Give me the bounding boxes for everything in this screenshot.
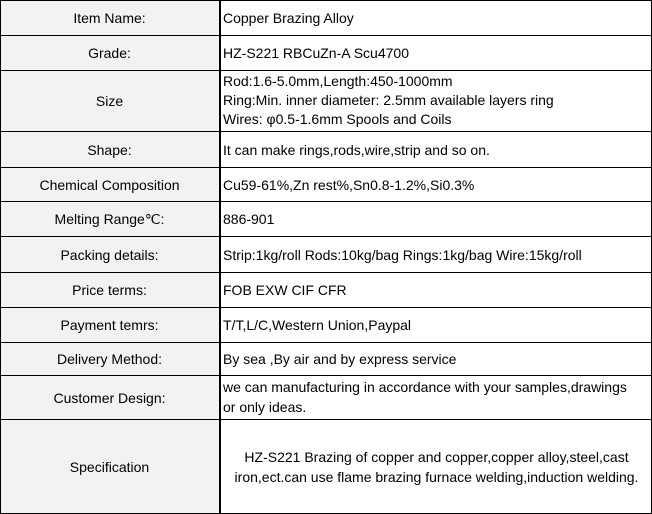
specification-line-1: HZ-S221 Brazing of copper and copper,copper alloy,steel,cast bbox=[244, 448, 629, 465]
item-name-label: Item Name: bbox=[0, 0, 221, 35]
size-line-wires: Wires: φ0.5-1.6mm Spools and Coils bbox=[223, 111, 452, 127]
grade-label: Grade: bbox=[0, 36, 221, 70]
payment-terms-value: T/T,L/C,Western Union,Paypal bbox=[223, 317, 412, 333]
customer-design-line-1: we can manufacturing in accordance with your samples,drawings bbox=[223, 379, 627, 395]
specification-line-2: iron,ect.can use flame brazing furnace welding,induction welding. bbox=[234, 468, 639, 485]
delivery-method-value: By sea ,By air and by express service bbox=[223, 351, 457, 367]
price-terms-value: FOB EXW CIF CFR bbox=[223, 282, 347, 298]
chemical-composition-label: Chemical Composition bbox=[0, 168, 221, 201]
row-grade bbox=[0, 36, 652, 71]
row-packing-details bbox=[0, 237, 652, 273]
chemical-composition-value: Cu59-61%,Zn rest%,Sn0.8-1.2%,Si0.3% bbox=[223, 176, 475, 193]
price-terms-label: Price terms: bbox=[0, 273, 221, 307]
row-price-terms bbox=[0, 273, 652, 308]
payment-terms-label: Payment temrs: bbox=[0, 308, 221, 342]
specification-label: Specification bbox=[0, 420, 221, 513]
row-payment-terms bbox=[0, 308, 652, 343]
melting-range-value: 886-901 bbox=[223, 211, 275, 227]
shape-value: It can make rings,rods,wire,strip and so on. bbox=[223, 141, 490, 158]
customer-design-line-2: or only ideas. bbox=[223, 399, 307, 415]
packing-details-value: Strip:1kg/roll Rods:10kg/bag Rings:1kg/bag Wire:15kg/roll bbox=[223, 246, 582, 263]
size-value bbox=[221, 71, 652, 131]
specification-value bbox=[221, 420, 652, 513]
grade-value: HZ-S221 RBCuZn-A Scu4700 bbox=[223, 45, 409, 61]
delivery-method-label: Delivery Method: bbox=[0, 343, 221, 375]
size-line-ring: Ring:Min. inner diameter: 2.5mm available layers ring bbox=[223, 92, 554, 108]
row-shape bbox=[0, 132, 652, 168]
customer-design-label: Customer Design: bbox=[0, 376, 221, 419]
row-size bbox=[0, 71, 652, 132]
size-label: Size bbox=[0, 71, 221, 131]
row-customer-design bbox=[0, 376, 652, 420]
item-name-value: Copper Brazing Alloy bbox=[223, 9, 354, 26]
packing-details-label: Packing details: bbox=[0, 237, 221, 272]
row-melting-range bbox=[0, 202, 652, 237]
row-chemical-composition bbox=[0, 168, 652, 202]
row-specification bbox=[0, 420, 652, 514]
shape-label: Shape: bbox=[0, 132, 221, 167]
size-line-rod: Rod:1.6-5.0mm,Length:450-1000mm bbox=[223, 73, 453, 89]
melting-range-label: Melting Range℃: bbox=[0, 202, 221, 236]
row-item-name bbox=[0, 0, 652, 36]
row-delivery-method bbox=[0, 343, 652, 376]
customer-design-value bbox=[221, 376, 652, 419]
